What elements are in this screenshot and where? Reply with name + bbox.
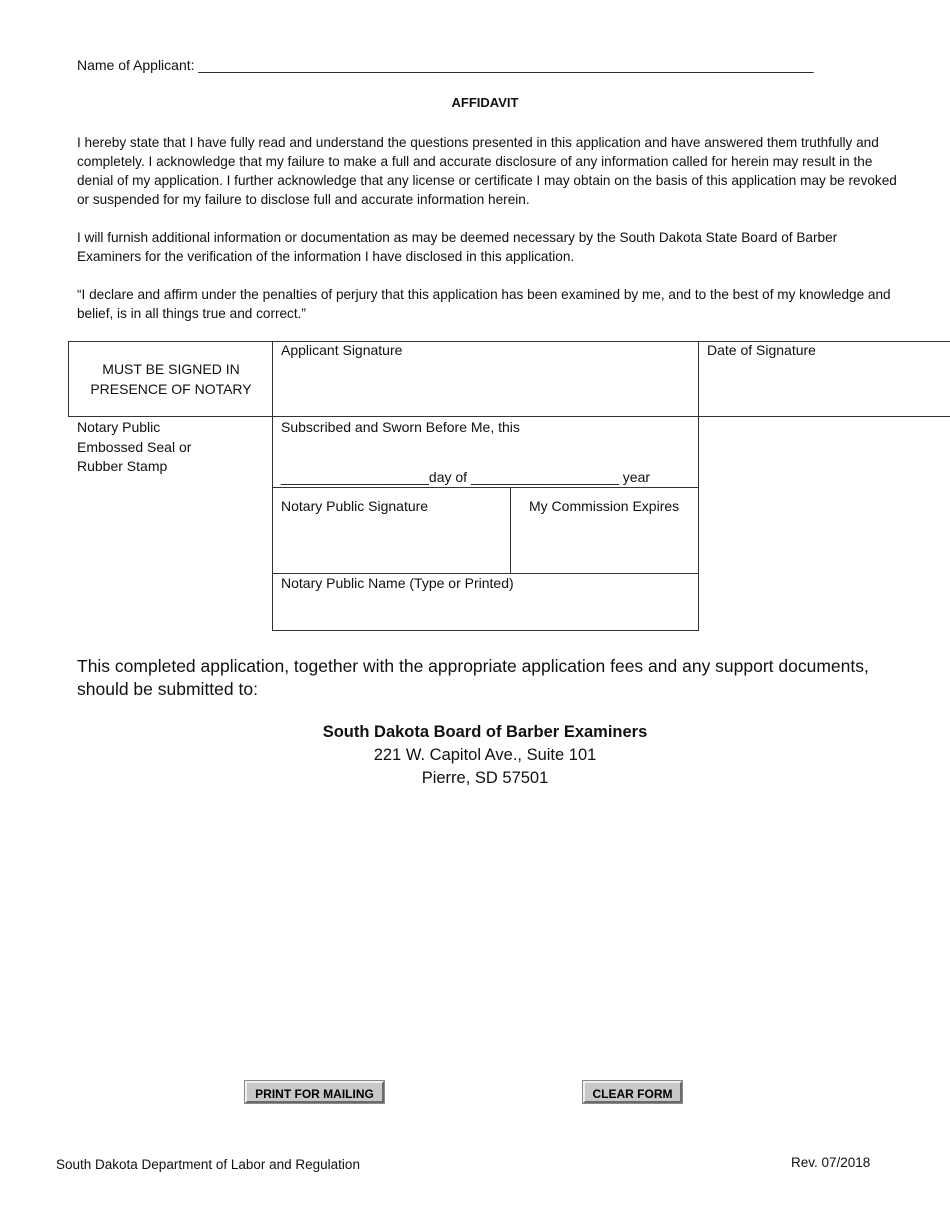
date-of-signature-field[interactable]: Date of Signature [707,342,816,358]
name-of-applicant-field[interactable] [77,57,814,73]
table-column-divider-right [698,341,699,631]
affidavit-title: AFFIDAVIT [451,95,519,110]
name-of-applicant-blank[interactable]: _______________________________________________________________________________ [198,57,814,73]
affidavit-paragraph-3: “I declare and affirm under the penalties of perjury that this application has been examined by me, and to the best of my knowledge and belief, is in all things true and correct.” [77,287,891,321]
footer-revision: Rev. 07/2018 [791,1155,871,1170]
notary-signature-field[interactable]: Notary Public Signature [281,498,429,514]
print-for-mailing-button[interactable]: PRINT FOR MAILING [245,1081,384,1103]
commission-expires-field[interactable]: My Commission Expires [529,498,680,514]
day-of-year-field[interactable]: ___________________day of ___________________ year [281,469,651,485]
seal-line-2: Embossed Seal or [77,438,192,455]
affidavit-paragraph-2: I will furnish additional information or documentation as may be deemed necessary by the South Dakota State Board of Barber Examiners for the verification of the information I have disclosed in this application. [77,230,838,264]
clear-form-button[interactable]: CLEAR FORM [583,1081,682,1103]
must-sign-line-2: PRESENCE OF NOTARY [90,380,252,397]
footer-department: South Dakota Department of Labor and Regulation [56,1157,360,1172]
affidavit-paragraph-1: I hereby state that I have fully read and understand the questions presented in this application and have answered them truthfully and completely. I acknowledge that my failure to make a full and accurate disclosure of any information called for herein may result in the denial of my application. I further acknowledge that any license or certificate I may obtain on the basis of this application may be revoked or suspended for my failure to disclose full and accurate information herein. [77,135,897,207]
name-of-applicant-label: Name of Applicant: [77,57,199,73]
address-line-2: Pierre, SD 57501 [421,769,549,787]
board-name: South Dakota Board of Barber Examiners [322,723,648,741]
table-row-divider [68,416,950,417]
table-left-border [68,341,69,416]
submission-instructions: This completed application, together with the appropriate application fees and any support documents, should be submitted to: [77,656,869,699]
table-top-border [68,341,950,342]
notary-name-field[interactable]: Notary Public Name (Type or Printed) [281,575,514,591]
must-be-signed-notice [70,360,272,399]
table-bottom-border [272,630,698,631]
must-sign-line-1: MUST BE SIGNED IN [102,361,240,377]
subscribed-sworn-label: Subscribed and Sworn Before Me, this [281,419,520,435]
seal-line-1: Notary Public [77,419,161,435]
table-column-divider-left [272,341,273,631]
seal-line-3: Rubber Stamp [77,458,168,474]
address-line-1: 221 W. Capitol Ave., Suite 101 [373,746,597,764]
table-commission-divider [510,487,511,574]
notary-seal-area [77,418,191,477]
applicant-signature-field[interactable]: Applicant Signature [281,342,403,358]
